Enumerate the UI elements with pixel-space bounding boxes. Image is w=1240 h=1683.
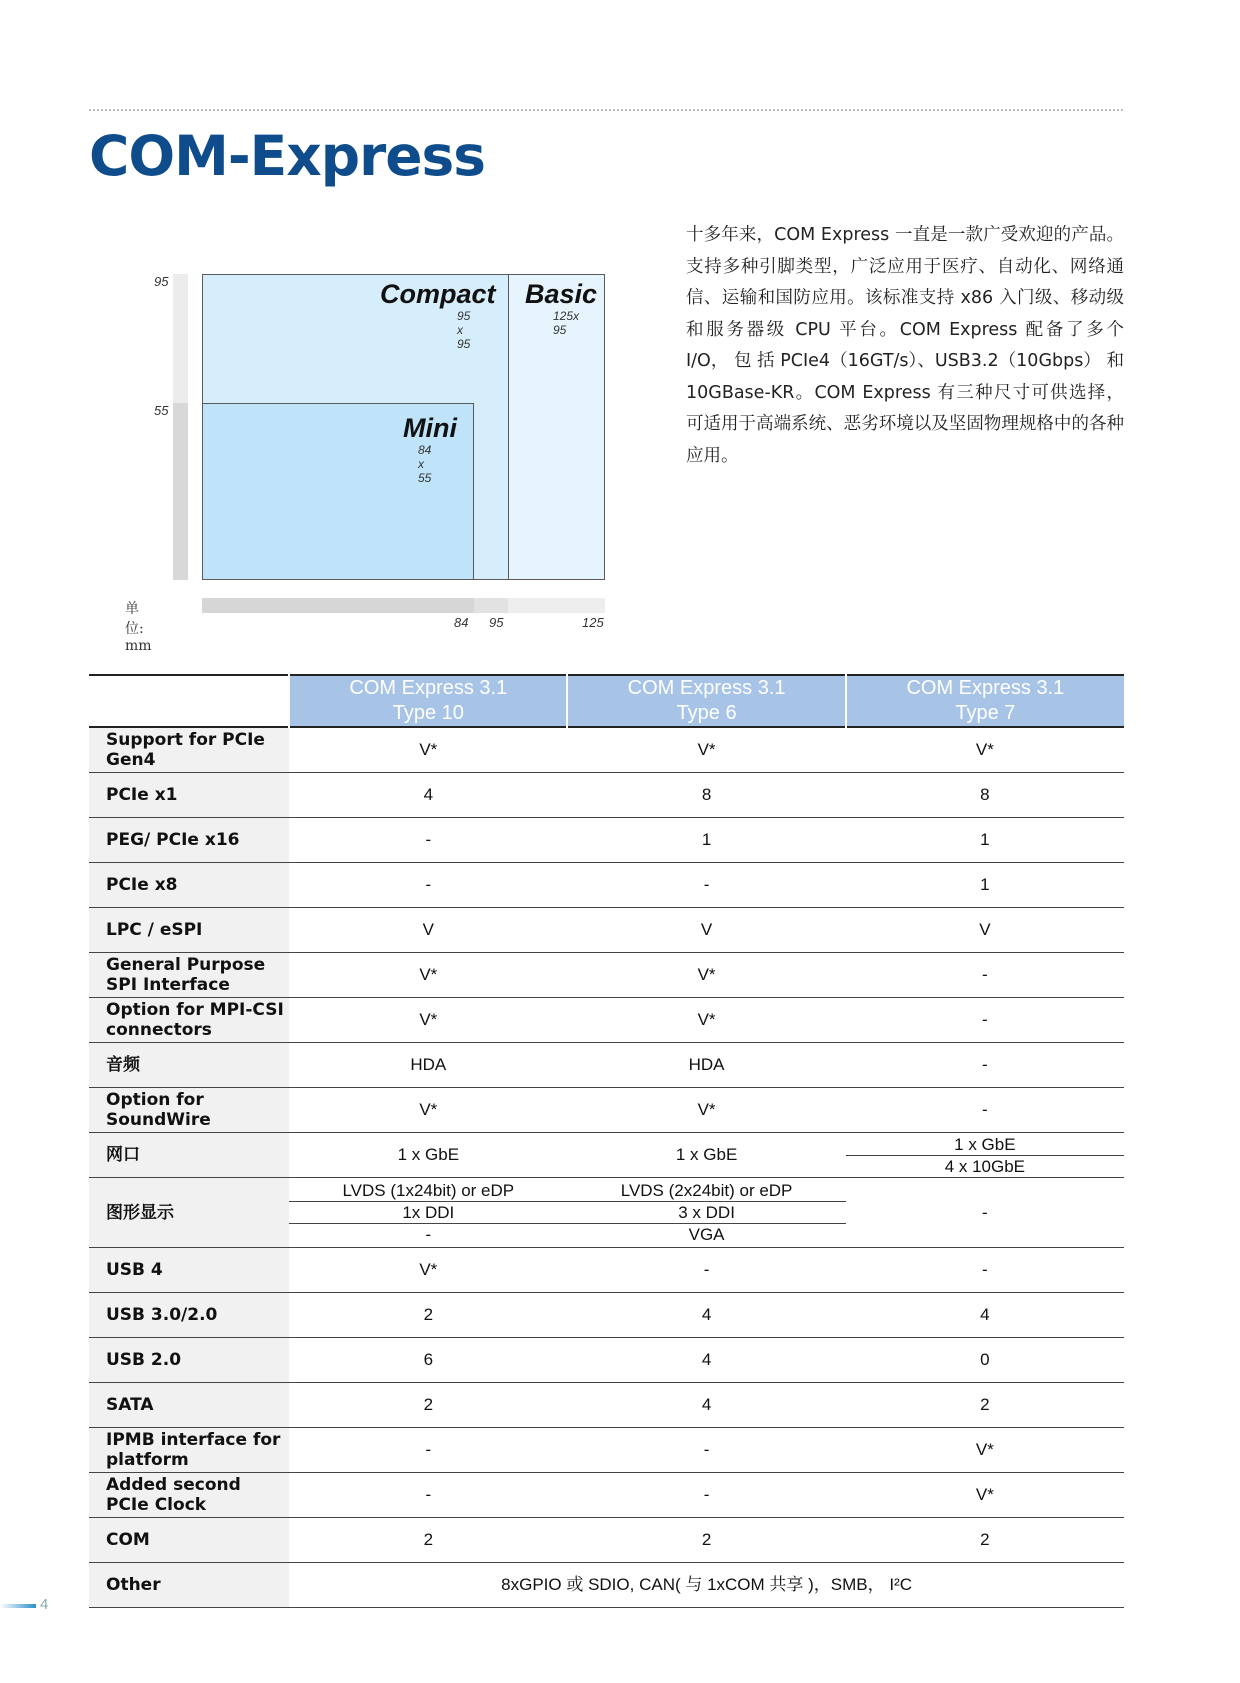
x-axis-bar-84 [202,598,474,613]
table-cell-line: LVDS (2x24bit) or eDP [567,1180,845,1202]
row-label: 网口 [89,1133,289,1178]
table-cell: 4 [567,1338,845,1383]
table-cell: 6 [289,1338,567,1383]
page-number-bar [0,1604,36,1608]
table-cell: V* [567,727,845,773]
table-cell: 1 [567,818,845,863]
table-row [89,998,1124,1043]
table-cell [289,1178,567,1248]
intro-paragraph: 十多年来，COM Express 一直是一款广受欢迎的产品。支持多种引脚类型，广泛应用于医疗、自动化、网络通信、运输和国防应用。该标准支持 x86 入门级、移动级和服务器级 CPU 平台。COM Express 配备了多个 I/O， 包 括 PCIe4（16GT/s）、USB3.2（10Gbps） 和 10GBase-KR。COM Express 有三种尺寸可供选择，可适用于高端系统、恶劣环境以及坚固物理规格中的各种应用。 [686,225,1124,466]
table-row [89,1428,1124,1473]
table-cell: 0 [846,1338,1124,1383]
table-cell: - [846,1088,1124,1133]
x-tick-125: 125 [582,615,604,630]
table-row [89,908,1124,953]
table-row [89,1293,1124,1338]
page-number: 4 [40,1596,49,1613]
table-cell: - [567,1428,845,1473]
mini-label: Mini [403,413,457,443]
x-tick-84: 84 [454,615,469,630]
table-cell: V* [289,1088,567,1133]
unit-label: 单位: mm [125,601,152,654]
table-row [89,1338,1124,1383]
table-row [89,727,1124,773]
row-label: 音频 [89,1043,289,1088]
table-cell-line: 1x DDI [289,1202,567,1224]
table-row [89,863,1124,908]
table-cell: - [567,1248,845,1293]
table-row [89,1563,1124,1608]
table-cell-line: - [425,1225,432,1244]
table-cell-line: 4 x 10GbE [944,1156,1026,1176]
basic-dims: 125x 95 [553,309,580,337]
table-cell: V* [289,998,567,1043]
table-cell-line: VGA [688,1225,725,1244]
table-cell: 4 [846,1293,1124,1338]
table-cell-line: 1 x GbE [846,1134,1124,1156]
header-blank [89,675,289,727]
table-row [89,818,1124,863]
table-cell: - [846,998,1124,1043]
row-label: Added second PCIe Clock [89,1473,289,1518]
table-cell: V* [289,953,567,998]
x-axis-bar-125 [508,598,605,613]
table-cell: 8 [567,773,845,818]
table-cell: V* [567,998,845,1043]
row-label: Other [89,1563,289,1608]
compact-label: Compact [380,279,496,309]
table-cell: - [567,1473,845,1518]
row-label: PCIe x8 [89,863,289,908]
table-cell: 8 [846,773,1124,818]
y-tick-55: 55 [154,403,169,418]
top-divider [89,109,1123,111]
table-cell: - [846,953,1124,998]
table-row [89,1248,1124,1293]
table-cell: V* [567,953,845,998]
table-cell: 1 x GbE [289,1133,567,1178]
table-cell: V [567,908,845,953]
table-cell [846,1133,1124,1178]
x-axis-bar-95 [474,598,508,613]
table-cell: HDA [289,1043,567,1088]
y-axis-bar-lower [173,403,188,580]
row-label: PEG/ PCIe x16 [89,818,289,863]
row-label: PCIe x1 [89,773,289,818]
header-type7: COM Express 3.1 Type 7 [846,675,1124,727]
row-label: USB 2.0 [89,1338,289,1383]
table-cell: 4 [289,773,567,818]
table-row [89,953,1124,998]
table-cell: 8xGPIO 或 SDIO, CAN( 与 1xCOM 共享 )，SMB， I²C [289,1563,1124,1608]
table-cell: 1 [846,863,1124,908]
table-row [89,1133,1124,1178]
table-row [89,773,1124,818]
table-header-row [89,675,1124,727]
x-tick-95: 95 [489,615,504,630]
table-cell: V* [289,727,567,773]
table-cell: 1 x GbE [567,1133,845,1178]
table-cell: 4 [567,1293,845,1338]
row-label: SATA [89,1383,289,1428]
table-cell: V* [289,1248,567,1293]
table-cell: - [846,1178,1124,1248]
compact-dims: 95 x 95 [457,309,471,351]
table-cell-line: 3 x DDI [567,1202,845,1224]
table-cell: 2 [289,1383,567,1428]
table-row [89,1043,1124,1088]
table-cell: V [289,908,567,953]
mini-dims: 84 x 55 [418,443,432,485]
table-cell: 2 [567,1518,845,1563]
table-cell: V* [846,1473,1124,1518]
table-cell: 2 [289,1518,567,1563]
table-row [89,1473,1124,1518]
table-cell: 2 [846,1518,1124,1563]
table-cell: V [846,908,1124,953]
table-cell: - [289,818,567,863]
row-label: USB 4 [89,1248,289,1293]
row-label: General Purpose SPI Interface [89,953,289,998]
table-cell: - [289,1428,567,1473]
table-row [89,1178,1124,1248]
table-cell: 1 [846,818,1124,863]
y-tick-95: 95 [154,274,169,289]
row-label: Option for SoundWire [89,1088,289,1133]
table-row [89,1518,1124,1563]
table-cell: - [567,863,845,908]
row-label: Option for MPI-CSI connectors [89,998,289,1043]
table-cell: - [846,1248,1124,1293]
table-cell [567,1178,845,1248]
table-cell: V* [846,727,1124,773]
row-label: 图形显示 [89,1178,289,1248]
row-label: USB 3.0/2.0 [89,1293,289,1338]
table-cell: 2 [289,1293,567,1338]
table-cell: - [289,1473,567,1518]
row-label: IPMB interface for platform [89,1428,289,1473]
table-row [89,1383,1124,1428]
table-cell: - [846,1043,1124,1088]
table-cell: HDA [567,1043,845,1088]
table-body [89,727,1124,1608]
table-cell: V* [846,1428,1124,1473]
table-cell: V* [567,1088,845,1133]
table-cell: 2 [846,1383,1124,1428]
table-cell-line: LVDS (1x24bit) or eDP [289,1180,567,1202]
row-label: Support for PCIe Gen4 [89,727,289,773]
basic-label: Basic [525,279,598,309]
spec-table [89,674,1124,1608]
row-label: LPC / eSPI [89,908,289,953]
table-row [89,1088,1124,1133]
page-title: COM-Express [89,124,485,188]
row-label: COM [89,1518,289,1563]
header-type6: COM Express 3.1 Type 6 [567,675,845,727]
table-cell: 4 [567,1383,845,1428]
y-axis-bar-upper [173,274,188,403]
table-cell: - [289,863,567,908]
header-type10: COM Express 3.1 Type 10 [289,675,567,727]
